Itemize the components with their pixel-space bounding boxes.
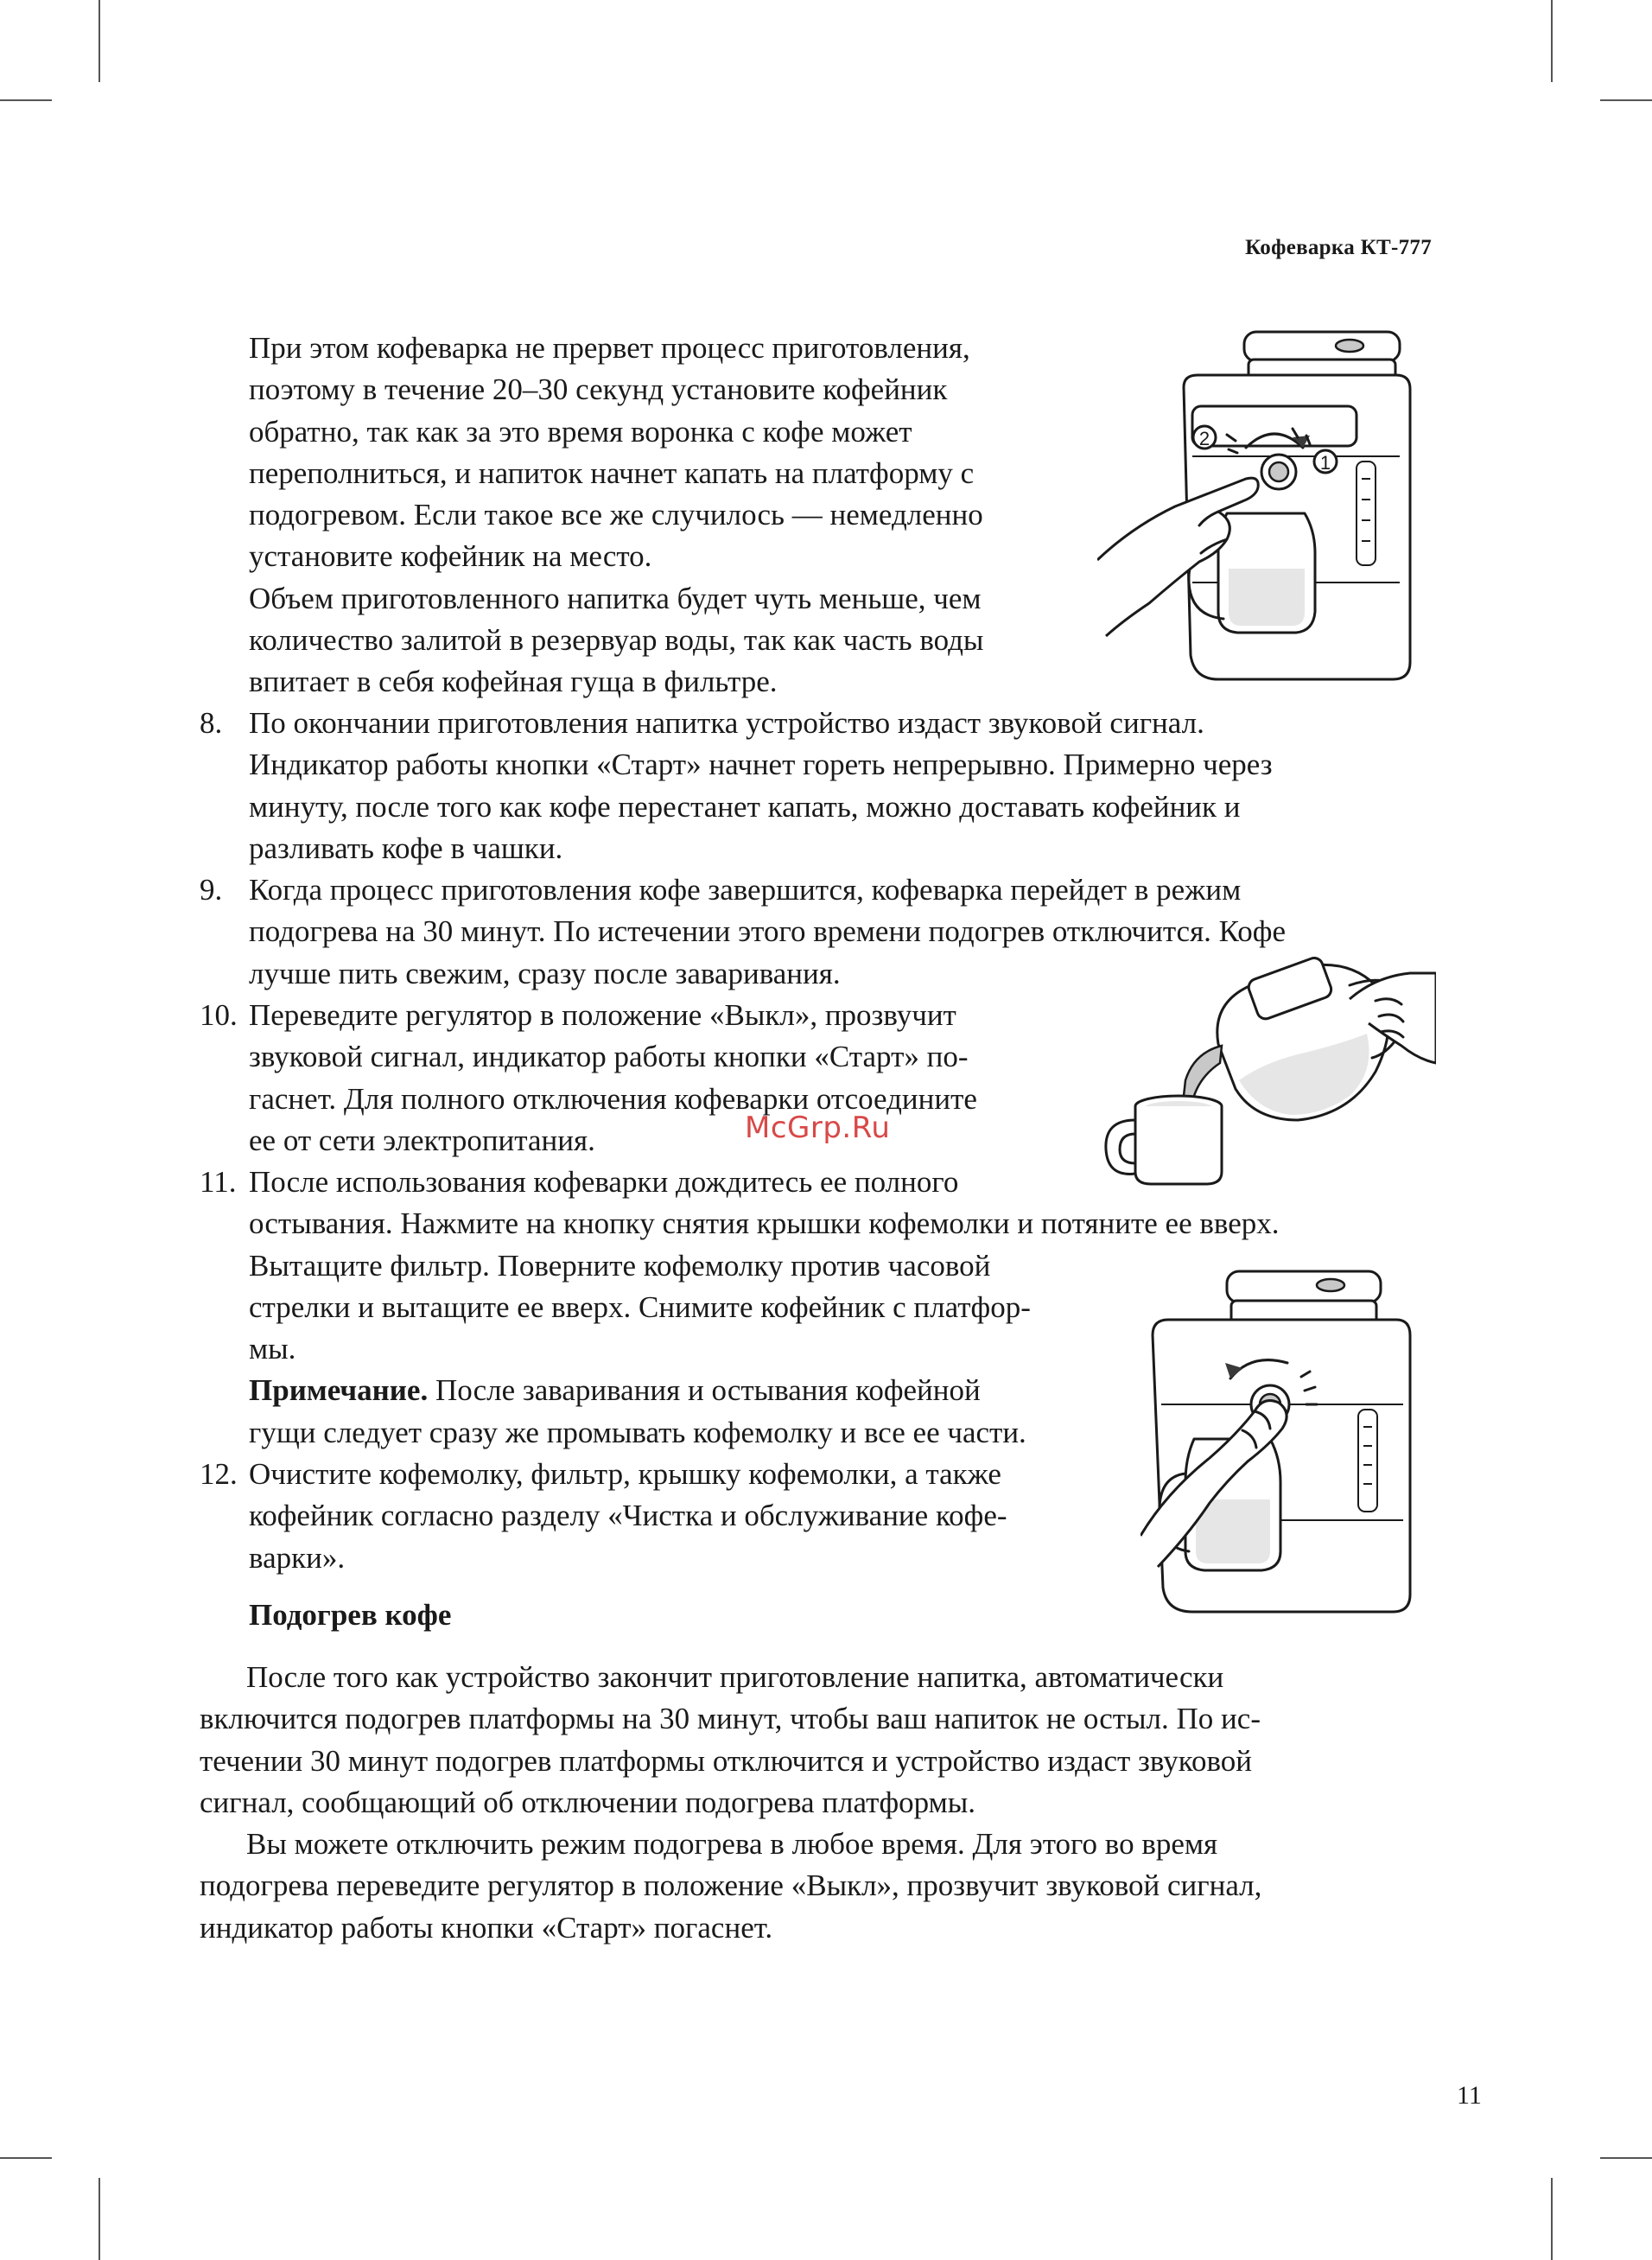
text-line: впитает в себя кофейная гуща в фильтре. xyxy=(249,665,778,699)
section-heading: Подогрев кофе xyxy=(249,1598,452,1632)
text-line: Очистите кофемолку, фильтр, крышку кофемолки, а также xyxy=(249,1457,1001,1491)
text-line: сигнал, сообщающий об отключении подогрева платформы. xyxy=(200,1785,976,1819)
text-line: минуту, после того как кофе перестанет капать, можно доставать кофейник и xyxy=(249,789,1241,824)
list-item-8 xyxy=(200,703,1273,869)
list-number: 12. xyxy=(200,1457,238,1491)
list-number: 11. xyxy=(200,1165,237,1199)
list-item-12 xyxy=(200,1454,1007,1579)
item-7-continuation xyxy=(249,328,983,703)
figure-label-1: 1 xyxy=(1319,452,1331,474)
note-line xyxy=(249,1370,1280,1411)
note-text: После заваривания и остывания кофейной xyxy=(428,1373,981,1408)
text-line: После использования кофеварки дождитесь ее полного xyxy=(249,1165,959,1199)
note-label: Примечание. xyxy=(249,1373,429,1408)
crop-mark xyxy=(0,2157,52,2159)
text-line: подогрева переведите регулятор в положение «Выкл», прозвучит звуковой сигнал, xyxy=(200,1868,1262,1903)
text-line: лучше пить свежим, сразу после заваривания. xyxy=(249,956,841,990)
text-line: переполниться, и напиток начнет капать на платформу с xyxy=(249,455,975,490)
pouring-coffee-illustration xyxy=(1090,951,1436,1188)
text-line: варки». xyxy=(249,1540,346,1575)
text-line: звуковой сигнал, индикатор работы кнопки «Старт» по- xyxy=(249,1040,969,1074)
text-line: гаснет. Для полного отключения кофеварки отсоедините xyxy=(249,1081,977,1116)
section-paragraph-2 xyxy=(200,1824,1261,1949)
crop-mark xyxy=(1600,99,1652,101)
text-line: После того как устройство закончит приготовление напитка, автоматически xyxy=(246,1660,1224,1694)
text-line: Когда процесс приготовления кофе завершится, кофеварка перейдет в режим xyxy=(249,873,1242,907)
note-line: гущи следует сразу же промывать кофемолку и все ее части. xyxy=(249,1415,1026,1449)
figure-label-2: 2 xyxy=(1198,428,1210,449)
text-line: кофейник согласно разделу «Чистка и обслуживание кофе- xyxy=(249,1499,1007,1533)
coffee-maker-press-button-illustration xyxy=(1097,327,1417,690)
text-line: установите кофейник на место. xyxy=(249,539,652,574)
text-line: При этом кофеварка не прервет процесс приготовления, xyxy=(249,331,970,365)
crop-mark xyxy=(0,99,52,101)
crop-mark xyxy=(1551,0,1553,82)
list-number: 10. xyxy=(200,998,238,1032)
text-line: Вытащите фильтр. Поверните кофемолку против часовой xyxy=(249,1248,991,1283)
text-line: Индикатор работы кнопки «Старт» начнет гореть непрерывно. Примерно через xyxy=(249,748,1273,782)
text-line: По окончании приготовления напитка устройство издаст звуковой сигнал. xyxy=(249,706,1204,740)
text-line: поэтому в течение 20–30 секунд установите кофейник xyxy=(249,372,948,407)
list-number: 8. xyxy=(200,706,223,740)
text-line: обратно, так как за это время воронка с кофе может xyxy=(249,414,912,449)
crop-mark xyxy=(1551,2178,1553,2260)
list-item-11 xyxy=(200,1162,1280,1454)
text-line: течении 30 минут подогрев платформы отключится и устройство издаст звуковой xyxy=(200,1743,1252,1778)
text-line: Вы можете отключить режим подогрева в любое время. Для этого во время xyxy=(246,1827,1218,1861)
crop-mark xyxy=(98,0,100,82)
text-line: Переведите регулятор в положение «Выкл», прозвучит xyxy=(249,998,956,1032)
page-number: 11 xyxy=(1457,2081,1482,2110)
text-line: стрелки и вытащите ее вверх. Снимите кофейник с платфор- xyxy=(249,1289,1031,1324)
text-line: разливать кофе в чашки. xyxy=(249,831,563,865)
section-paragraph-1 xyxy=(200,1657,1261,1824)
text-line: индикатор работы кнопки «Старт» погаснет. xyxy=(200,1910,773,1945)
text-line: подогревом. Если такое все же случилось — немедленно xyxy=(249,498,983,532)
running-header: Кофеварка КТ-777 xyxy=(1245,236,1432,259)
crop-mark xyxy=(98,2178,100,2260)
list-number: 9. xyxy=(200,873,223,907)
text-line: мы. xyxy=(249,1332,296,1366)
text-line: подогрева на 30 минут. По истечении этого времени подогрев отключится. Кофе xyxy=(249,914,1286,949)
text-line: ее от сети электропитания. xyxy=(249,1123,595,1157)
crop-mark xyxy=(1600,2157,1652,2159)
text-line: включится подогрев платформы на 30 минут, чтобы ваш напиток не остыл. По ис- xyxy=(200,1702,1261,1736)
coffee-maker-remove-grinder-illustration xyxy=(1141,1266,1417,1616)
text-line: остывания. Нажмите на кнопку снятия крышки кофемолки и потяните ее вверх. xyxy=(249,1206,1280,1241)
text-line: Объем приготовленного напитка будет чуть меньше, чем xyxy=(249,581,982,615)
watermark: McGrp.Ru xyxy=(745,1111,891,1145)
text-line: количество залитой в резервуар воды, так как часть воды xyxy=(249,623,984,658)
